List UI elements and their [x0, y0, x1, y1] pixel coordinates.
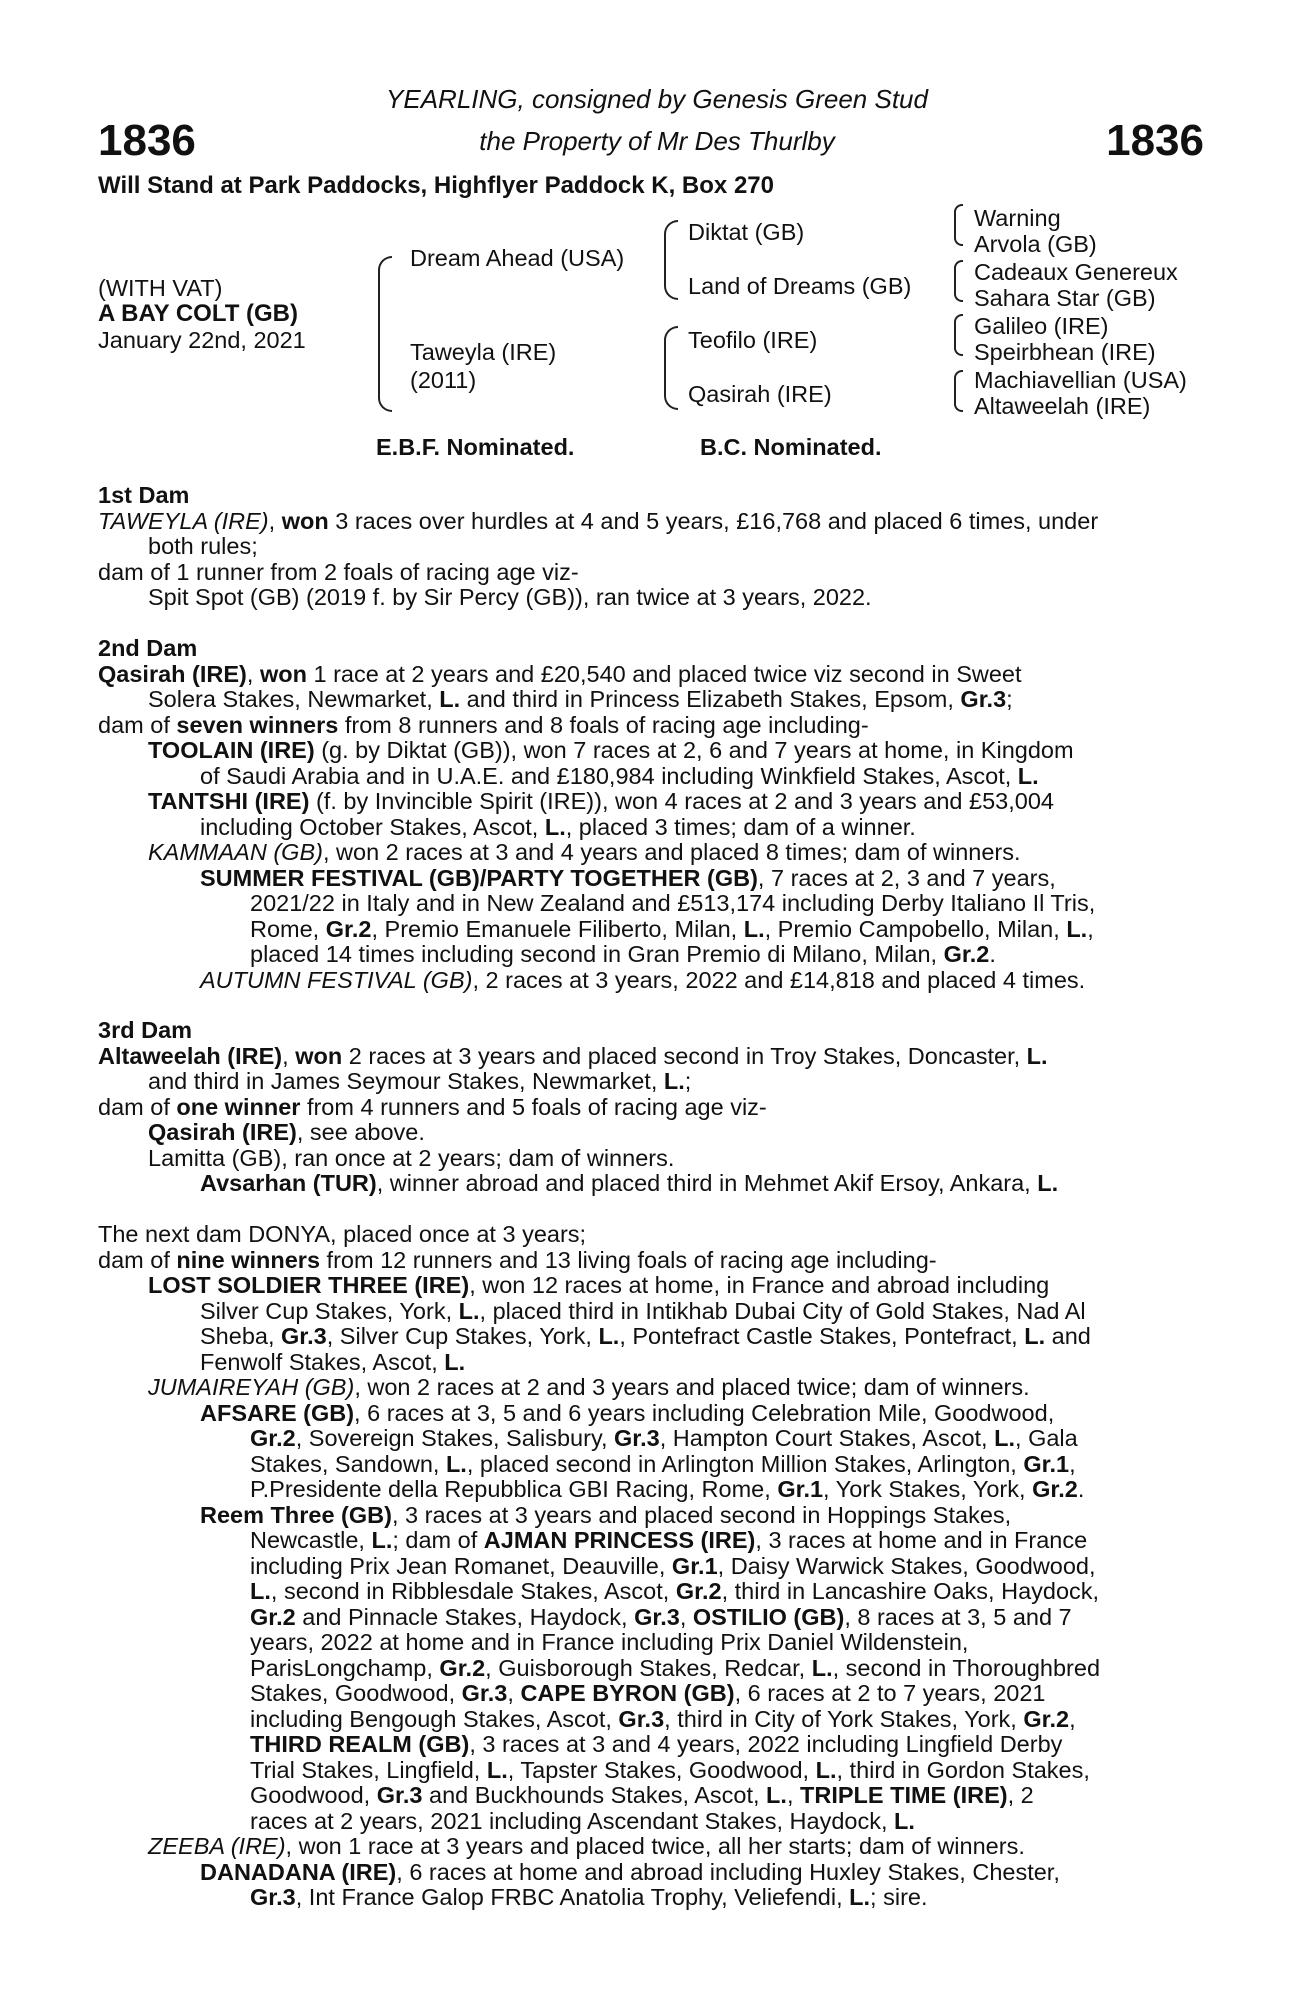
pedigree-dam: Taweyla (IRE)	[410, 339, 557, 365]
produce-afsare-cont3: P.Presidente della Repubblica GBI Racing, Rome, Gr.1, York Stakes, York, Gr.2.	[250, 1476, 1085, 1502]
third-dam-record-cont: and third in James Seymour Stakes, Newmarket, L.;	[148, 1068, 692, 1094]
horse-dob: January 22nd, 2021	[98, 327, 306, 353]
first-dam-title: 1st Dam	[98, 482, 190, 508]
third-dam-title: 3rd Dam	[98, 1017, 193, 1043]
produce-reem-three-cont5: years, 2022 at home and in France including Prix Daniel Wildenstein,	[250, 1629, 969, 1655]
produce-summer-festival: SUMMER FESTIVAL (GB)/PARTY TOGETHER (GB), 7 races at 2, 3 and 7 years,	[200, 864, 1056, 891]
pedigree-dam-dam: Qasirah (IRE)	[688, 381, 832, 407]
produce-lamitta: Lamitta (GB), ran once at 2 years; dam of winners.	[148, 1144, 675, 1171]
next-dam-produce-intro: dam of nine winners from 12 runners and 13 living foals of racing age including-	[98, 1246, 937, 1273]
pedigree-ssd: Arvola (GB)	[974, 231, 1097, 257]
second-dam-produce-intro: dam of seven winners from 8 runners and 8 foals of racing age including-	[98, 711, 869, 738]
pedigree-dss: Galileo (IRE)	[974, 313, 1109, 339]
produce-reem-three-cont9: THIRD REALM (GB), 3 races at 3 and 4 years, 2022 including Lingfield Derby	[250, 1731, 1063, 1757]
produce-qasirah: Qasirah (IRE), see above.	[148, 1119, 425, 1145]
first-dam-section	[98, 483, 1208, 611]
produce-reem-three-cont6: ParisLongchamp, Gr.2, Guisborough Stakes, Redcar, L., second in Thoroughbred	[250, 1654, 1101, 1681]
produce-toolain: TOOLAIN (IRE) (g. by Diktat (GB)), won 7 races at 2, 6 and 7 years at home, in Kingdom	[148, 737, 1074, 763]
consignor-line: YEARLING, consigned by Genesis Green Stud	[386, 84, 928, 114]
vat-label: (WITH VAT)	[98, 275, 223, 301]
produce-toolain-cont: of Saudi Arabia and in U.A.E. and £180,984 including Winkfield Stakes, Ascot, L.	[200, 762, 1039, 789]
third-dam-section	[98, 1018, 1208, 1197]
produce-reem-three-cont11: Goodwood, Gr.3 and Buckhounds Stakes, Ascot, L., TRIPLE TIME (IRE), 2	[250, 1782, 1034, 1808]
produce-reem-three: Reem Three (GB), 3 races at 3 years and placed second in Hoppings Stakes,	[200, 1501, 1012, 1528]
produce-summer-festival-cont2: Rome, Gr.2, Premio Emanuele Filiberto, Milan, L., Premio Campobello, Milan, L.,	[250, 915, 1094, 942]
stand-location: Will Stand at Park Paddocks, Highflyer Paddock K, Box 270	[98, 172, 774, 199]
first-dam-record: TAWEYLA (IRE), won 3 races over hurdles at 4 and 5 years, £16,768 and placed 6 times, under	[98, 507, 1099, 534]
first-dam-produce-item: Spit Spot (GB) (2019 f. by Sir Percy (GB)), ran twice at 3 years, 2022.	[148, 584, 872, 610]
pedigree-sds: Cadeaux Genereux	[974, 259, 1178, 285]
pedigree-ddd: Altaweelah (IRE)	[974, 393, 1151, 419]
pedigree-brace-sire	[664, 220, 678, 300]
pedigree-dds: Machiavellian (USA)	[974, 367, 1187, 393]
third-dam-produce-intro: dam of one winner from 4 runners and 5 foals of racing age viz-	[98, 1093, 767, 1120]
third-dam-record: Altaweelah (IRE), won 2 races at 3 years and placed second in Troy Stakes, Doncaster, L.	[98, 1042, 1048, 1069]
pedigree-sss: Warning	[974, 205, 1061, 231]
produce-danadana-cont: Gr.3, Int France Galop FRBC Anatolia Trophy, Veliefendi, L.; sire.	[250, 1884, 928, 1910]
produce-reem-three-cont7: Stakes, Goodwood, Gr.3, CAPE BYRON (GB), 6 races at 2 to 7 years, 2021	[250, 1680, 1046, 1706]
produce-reem-three-cont2: including Prix Jean Romanet, Deauville, Gr.1, Daisy Warwick Stakes, Goodwood,	[250, 1552, 1096, 1579]
pedigree-dsd: Speirbhean (IRE)	[974, 339, 1156, 365]
second-dam-record: Qasirah (IRE), won 1 race at 2 years and £20,540 and placed twice viz second in Sweet	[98, 660, 1022, 687]
pedigree-sire: Dream Ahead (USA)	[410, 245, 625, 271]
next-dam-section	[98, 1222, 1208, 1911]
produce-lost-soldier-cont1: Silver Cup Stakes, York, L., placed third in Intikhab Dubai City of Gold Stakes, Nad Al	[200, 1297, 1086, 1324]
produce-autumn-festival: AUTUMN FESTIVAL (GB), 2 races at 3 years, 2022 and £14,818 and placed 4 times.	[200, 966, 1086, 993]
produce-lost-soldier-three: LOST SOLDIER THREE (IRE), won 12 races at home, in France and abroad including	[148, 1272, 1050, 1298]
first-dam-record-cont: both rules;	[148, 533, 258, 559]
pedigree-brace-sd	[954, 260, 963, 302]
produce-summer-festival-cont1: 2021/22 in Italy and in New Zealand and £513,174 including Derby Italiano Il Tris,	[250, 890, 1096, 916]
produce-reem-three-cont4: Gr.2 and Pinnacle Stakes, Haydock, Gr.3, OSTILIO (GB), 8 races at 3, 5 and 7	[250, 1603, 1072, 1630]
pedigree-dam-year: (2011)	[410, 367, 477, 393]
produce-reem-three-cont12: races at 2 years, 2021 including Ascendant Stakes, Haydock, L.	[250, 1807, 915, 1834]
produce-afsare-cont1: Gr.2, Sovereign Stakes, Salisbury, Gr.3, Hampton Court Stakes, Ascot, L., Gala	[250, 1425, 1078, 1451]
lot-number-left: 1836	[98, 116, 196, 165]
pedigree-sire-dam: Land of Dreams (GB)	[688, 273, 912, 299]
produce-afsare: AFSARE (GB), 6 races at 3, 5 and 6 years including Celebration Mile, Goodwood,	[200, 1399, 1055, 1426]
pedigree-brace-main	[378, 256, 392, 412]
produce-lost-soldier-cont3: Fenwolf Stakes, Ascot, L.	[200, 1348, 466, 1375]
produce-reem-three-cont1: Newcastle, L.; dam of AJMAN PRINCESS (IRE), 3 races at home and in France	[250, 1527, 1088, 1553]
produce-summer-festival-cont3: placed 14 times including second in Gran Premio di Milano, Milan, Gr.2.	[250, 941, 996, 967]
produce-afsare-cont2: Stakes, Sandown, L., placed second in Arlington Million Stakes, Arlington, Gr.1,	[250, 1450, 1076, 1477]
lot-number-right: 1836	[1106, 116, 1204, 165]
pedigree-brace-dam	[664, 326, 678, 410]
produce-zeeba: ZEEBA (IRE), won 1 race at 3 years and placed twice, all her starts; dam of winners.	[148, 1833, 1025, 1859]
next-dam-record: The next dam DONYA, placed once at 3 years;	[98, 1221, 587, 1247]
pedigree-dam-sire: Teofilo (IRE)	[688, 327, 818, 353]
produce-avsarhan: Avsarhan (TUR), winner abroad and placed third in Mehmet Akif Ersoy, Ankara, L.	[200, 1170, 1059, 1196]
pedigree-sire-sire: Diktat (GB)	[688, 219, 805, 245]
produce-reem-three-cont8: including Bengough Stakes, Ascot, Gr.3, third in City of York Stakes, York, Gr.2,	[250, 1705, 1076, 1732]
produce-reem-three-cont3: L., second in Ribblesdale Stakes, Ascot, Gr.2, third in Lancashire Oaks, Haydock,	[250, 1578, 1100, 1604]
pedigree-sdd: Sahara Star (GB)	[974, 285, 1156, 311]
produce-lost-soldier-cont2: Sheba, Gr.3, Silver Cup Stakes, York, L., Pontefract Castle Stakes, Pontefract, L. and	[200, 1323, 1091, 1349]
ebf-nomination: E.B.F. Nominated.	[376, 434, 575, 460]
second-dam-title: 2nd Dam	[98, 635, 198, 661]
produce-tantshi: TANTSHI (IRE) (f. by Invincible Spirit (IRE)), won 4 races at 2 and 3 years and £53,004	[148, 788, 1054, 814]
pedigree-brace-ss	[954, 204, 963, 246]
second-dam-record-cont: Solera Stakes, Newmarket, L. and third in Princess Elizabeth Stakes, Epsom, Gr.3;	[148, 686, 1013, 712]
first-dam-produce-intro: dam of 1 runner from 2 foals of racing age viz-	[98, 558, 579, 585]
property-line: the Property of Mr Des Thurlby	[479, 126, 835, 156]
produce-jumaireyah: JUMAIREYAH (GB), won 2 races at 2 and 3 years and placed twice; dam of winners.	[148, 1374, 1030, 1400]
produce-danadana: DANADANA (IRE), 6 races at home and abroad including Huxley Stakes, Chester,	[200, 1858, 1060, 1885]
bc-nomination: B.C. Nominated.	[700, 434, 882, 460]
produce-tantshi-cont: including October Stakes, Ascot, L., placed 3 times; dam of a winner.	[200, 813, 916, 840]
horse-name: A BAY COLT (GB)	[98, 300, 299, 327]
second-dam-section	[98, 636, 1208, 993]
produce-reem-three-cont10: Trial Stakes, Lingfield, L., Tapster Stakes, Goodwood, L., third in Gordon Stakes,	[250, 1756, 1090, 1783]
produce-kammaan: KAMMAAN (GB), won 2 races at 3 and 4 years and placed 8 times; dam of winners.	[148, 839, 1021, 865]
pedigree-brace-dd	[954, 370, 963, 412]
pedigree-brace-ds	[954, 314, 963, 356]
